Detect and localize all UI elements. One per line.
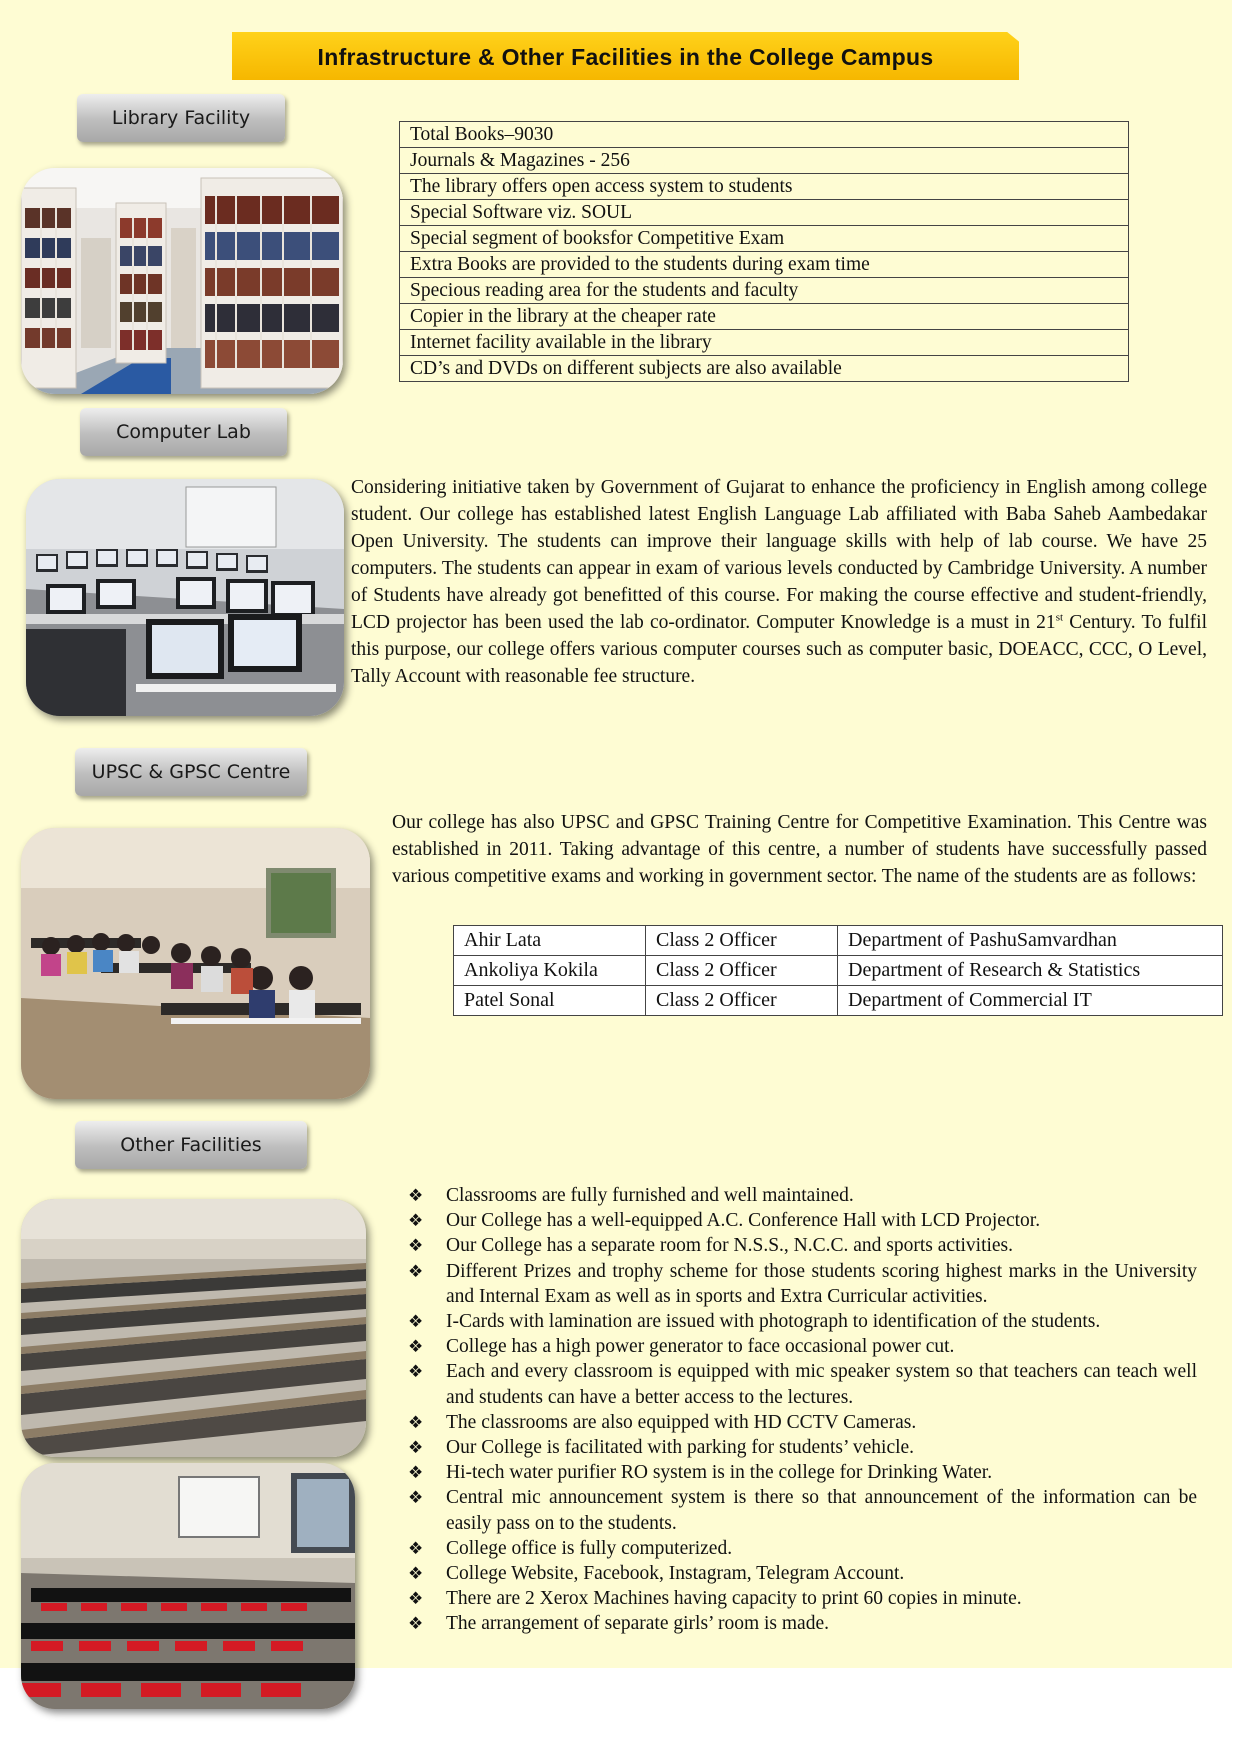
library-item: The library offers open access system to students bbox=[400, 174, 1129, 200]
computer-lab-photo bbox=[26, 479, 344, 716]
list-item-text: College Website, Facebook, Instagram, Telegram Account. bbox=[446, 1563, 905, 1585]
library-facility-heading: Library Facility bbox=[77, 94, 285, 142]
list-item-text: The arrangement of separate girls’ room is made. bbox=[446, 1613, 829, 1635]
diamond-bullet-icon: ❖ bbox=[408, 1412, 424, 1432]
list-item-text: Classrooms are fully furnished and well maintained. bbox=[446, 1185, 854, 1206]
list-item bbox=[402, 1536, 1197, 1561]
table-row bbox=[400, 226, 1129, 252]
seminar-room-photo bbox=[21, 1463, 355, 1709]
lecture-hall-photo bbox=[21, 1199, 366, 1457]
library-item: Internet facility available in the library bbox=[400, 330, 1129, 356]
diamond-bullet-icon: ❖ bbox=[408, 1312, 424, 1332]
diamond-bullet-icon: ❖ bbox=[408, 1438, 424, 1458]
table-row bbox=[400, 356, 1129, 382]
list-item bbox=[402, 1359, 1197, 1409]
list-item-text: The classrooms are also equipped with HD CCTV Cameras. bbox=[446, 1411, 917, 1433]
computer-lab-description bbox=[351, 474, 1207, 690]
list-item bbox=[402, 1259, 1197, 1309]
other-facilities-heading: Other Facilities bbox=[75, 1121, 307, 1169]
list-item bbox=[402, 1561, 1197, 1586]
student-department: Department of Research & Statistics bbox=[838, 956, 1223, 986]
diamond-bullet-icon: ❖ bbox=[408, 1261, 424, 1281]
list-item bbox=[402, 1485, 1197, 1535]
list-item-text: College has a high power generator to face occasional power cut. bbox=[446, 1336, 955, 1358]
student-post: Class 2 Officer bbox=[646, 956, 838, 986]
list-item bbox=[402, 1183, 1197, 1208]
library-item: CD’s and DVDs on different subjects are also available bbox=[400, 356, 1129, 382]
student-name: Patel Sonal bbox=[454, 986, 646, 1016]
library-item: Special Software viz. SOUL bbox=[400, 200, 1129, 226]
ordinal-suffix: st bbox=[1055, 611, 1064, 624]
table-row bbox=[400, 200, 1129, 226]
library-item: Special segment of booksfor Competitive Exam bbox=[400, 226, 1129, 252]
list-item-text: There are 2 Xerox Machines having capacity to print 60 copies in minute. bbox=[446, 1588, 1022, 1610]
list-item-text: Hi-tech water purifier RO system is in the college for Drinking Water. bbox=[446, 1462, 993, 1484]
list-item-text: Our College has a separate room for N.S.S., N.C.C. and sports activities. bbox=[446, 1235, 1014, 1257]
table-row bbox=[400, 304, 1129, 330]
student-department: Department of Commercial IT bbox=[838, 986, 1223, 1016]
library-item: Journals & Magazines - 256 bbox=[400, 148, 1129, 174]
list-item bbox=[402, 1334, 1197, 1359]
library-facilities-table bbox=[399, 121, 1129, 382]
diamond-bullet-icon: ❖ bbox=[408, 1589, 424, 1609]
student-post: Class 2 Officer bbox=[646, 986, 838, 1016]
library-item: Extra Books are provided to the students during exam time bbox=[400, 252, 1129, 278]
diamond-bullet-icon: ❖ bbox=[408, 1488, 424, 1508]
list-item bbox=[402, 1460, 1197, 1485]
library-item: Specious reading area for the students and faculty bbox=[400, 278, 1129, 304]
computer-lab-text: Considering initiative taken by Government of Gujarat to enhance the proficiency in English among college student. Our college has established latest English Language Lab affiliated with Baba Saheb Aambedakar Open University. The students can improve their language skills with help of lab course. We have 25 computers. The students can appear in exam of various levels conducted by Cambridge University. A number of Students have already got benefitted of this course. For making the course effective and student-friendly, LCD projector has been used the lab co-ordinator. Computer Knowledge is a must in 21 bbox=[351, 477, 1207, 633]
list-item-text: Different Prizes and trophy scheme for those students scoring highest marks in the University and Internal Exam as well as in sports and Extra Curricular activities. bbox=[446, 1260, 1197, 1307]
student-post: Class 2 Officer bbox=[646, 926, 838, 956]
list-item bbox=[402, 1309, 1197, 1334]
diamond-bullet-icon: ❖ bbox=[408, 1362, 424, 1382]
computer-lab-text-continued: Century. To fulfil this purpose, our college offers various computer courses such as computer basic, DOEACC, CCC, O Level, Tally Account with reasonable fee structure. bbox=[351, 612, 1207, 687]
library-item: Copier in the library at the cheaper rate bbox=[400, 304, 1129, 330]
list-item bbox=[402, 1410, 1197, 1435]
other-facilities-list bbox=[402, 1183, 1197, 1637]
student-department: Department of PashuSamvardhan bbox=[838, 926, 1223, 956]
list-item bbox=[402, 1208, 1197, 1233]
upsc-gpsc-heading: UPSC & GPSC Centre bbox=[75, 748, 307, 796]
list-item bbox=[402, 1611, 1197, 1636]
table-row bbox=[454, 986, 1223, 1016]
table-row bbox=[400, 330, 1129, 356]
page-title: Infrastructure & Other Facilities in the College Campus bbox=[317, 44, 934, 70]
list-item-text: Each and every classroom is equipped with mic speaker system so that teachers can teach well and students can have a better access to the lectures. bbox=[446, 1361, 1197, 1408]
table-row bbox=[400, 174, 1129, 200]
list-item-text: Our College has a well-equipped A.C. Conference Hall with LCD Projector. bbox=[446, 1210, 1041, 1232]
list-item-text: I-Cards with lamination are issued with photograph to identification of the students. bbox=[446, 1311, 1101, 1333]
table-row bbox=[400, 122, 1129, 148]
list-item-text: Central mic announcement system is there so that announcement of the information can be easily pass on to the students. bbox=[446, 1487, 1197, 1534]
upsc-description: Our college has also UPSC and GPSC Training Centre for Competitive Examination. This Centre was established in 2011. Taking advantage of this centre, a number of students have successfully passed various competitive exams and working in government sector. The name of the students are as follows: bbox=[392, 812, 1207, 887]
table-row bbox=[400, 278, 1129, 304]
diamond-bullet-icon: ❖ bbox=[408, 1614, 424, 1634]
diamond-bullet-icon: ❖ bbox=[408, 1538, 424, 1558]
diamond-bullet-icon: ❖ bbox=[408, 1211, 424, 1231]
diamond-bullet-icon: ❖ bbox=[408, 1236, 424, 1256]
successful-students-table bbox=[453, 925, 1223, 1016]
list-item bbox=[402, 1586, 1197, 1611]
computer-lab-heading: Computer Lab bbox=[80, 408, 287, 456]
diamond-bullet-icon: ❖ bbox=[408, 1337, 424, 1357]
diamond-bullet-icon: ❖ bbox=[408, 1564, 424, 1584]
student-name: Ankoliya Kokila bbox=[454, 956, 646, 986]
upsc-classroom-photo bbox=[21, 828, 370, 1099]
diamond-bullet-icon: ❖ bbox=[408, 1463, 424, 1483]
table-row bbox=[454, 926, 1223, 956]
table-row bbox=[400, 148, 1129, 174]
list-item bbox=[402, 1233, 1197, 1258]
list-item-text: College office is fully computerized. bbox=[446, 1537, 733, 1559]
library-photo bbox=[21, 168, 343, 394]
library-item: Total Books–9030 bbox=[400, 122, 1129, 148]
list-item bbox=[402, 1435, 1197, 1460]
student-name: Ahir Lata bbox=[454, 926, 646, 956]
table-row bbox=[454, 956, 1223, 986]
table-row bbox=[400, 252, 1129, 278]
diamond-bullet-icon: ❖ bbox=[408, 1186, 424, 1205]
list-item-text: Our College is facilitated with parking for students’ vehicle. bbox=[446, 1437, 915, 1459]
